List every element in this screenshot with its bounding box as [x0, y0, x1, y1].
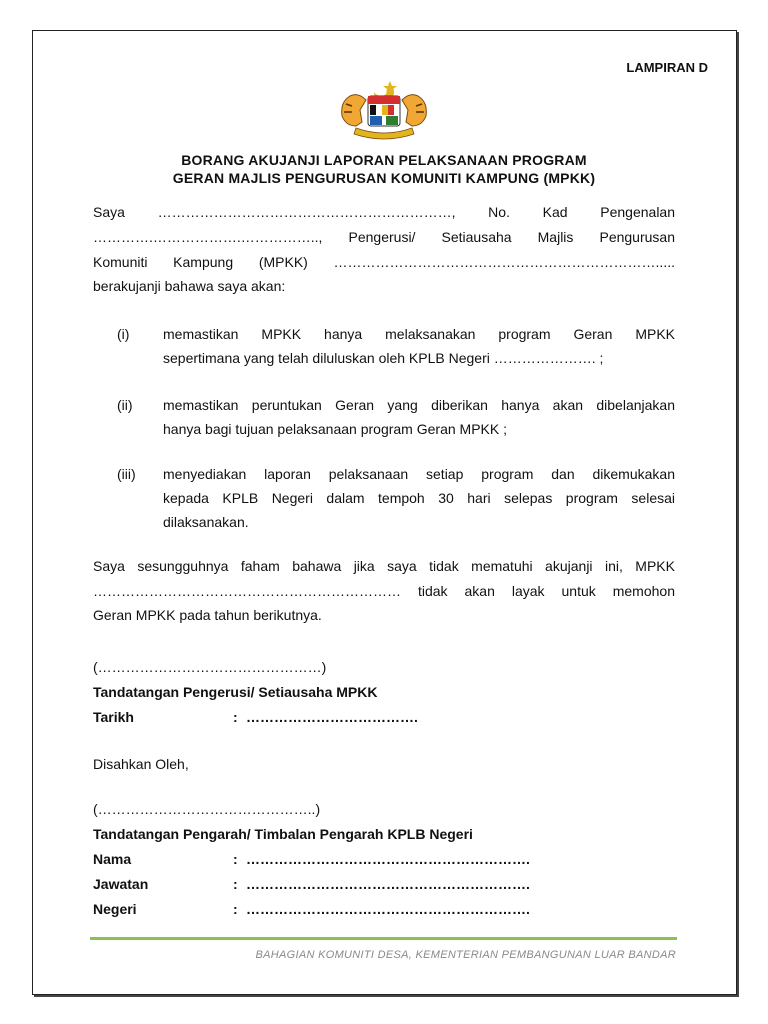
field-colon: :	[233, 876, 238, 892]
list-item	[163, 322, 675, 370]
field-label: Negeri	[93, 901, 137, 917]
intro-line2: ………….……………….…………….., Pengerusi/ Setiausaha Majlis Pengurusan	[93, 229, 675, 245]
negeri-field	[93, 901, 530, 917]
item-number: (iii)	[117, 466, 136, 482]
field-label: Jawatan	[93, 876, 149, 892]
item-line: menyediakan laporan pelaksanaan setiap program dan dikemukakan	[163, 466, 675, 482]
field-colon: :	[233, 851, 238, 867]
intro-line4: berakujanji bahawa saya akan:	[93, 278, 286, 294]
intro-line1: Saya ………………………………………………………, No. Kad Pengenalan	[93, 204, 675, 220]
tarikh-field	[93, 709, 418, 725]
declaration-line2: ………………………………………………………… tidak akan layak untuk memohon	[93, 583, 675, 599]
field-colon: :	[233, 901, 238, 917]
signature2-dots: (………………………………………..)	[93, 801, 321, 817]
field-label: Tarikh	[93, 709, 134, 725]
field-colon: :	[233, 709, 238, 725]
footer-divider	[90, 937, 677, 940]
item-number: (i)	[117, 326, 130, 342]
coat-of-arms-logo	[330, 78, 438, 140]
item-line: dilaksanakan.	[163, 514, 249, 530]
declaration-line3: Geran MPKK pada tahun berikutnya.	[93, 607, 322, 623]
signature1-label: Tandatangan Pengerusi/ Setiausaha MPKK	[93, 684, 378, 700]
signature2-label: Tandatangan Pengarah/ Timbalan Pengarah KPLB Negeri	[93, 826, 473, 842]
item-line: kepada KPLB Negeri dalam tempoh 30 hari selepas program selesai	[163, 490, 675, 506]
field-dots: …………………………………………………….	[246, 901, 530, 917]
signature1-dots: (…………………………………………)	[93, 659, 327, 675]
list-item	[163, 393, 675, 441]
item-line: sepertimana yang telah diluluskan oleh KPLB Negeri …………………. ;	[163, 350, 604, 366]
item-line: memastikan peruntukan Geran yang diberikan hanya akan dibelanjakan	[163, 397, 675, 413]
field-label: Nama	[93, 851, 132, 867]
footer-text: BAHAGIAN KOMUNITI DESA, KEMENTERIAN PEMBANGUNAN LUAR BANDAR	[255, 949, 676, 961]
declaration-line1: Saya sesungguhnya faham bahawa jika saya tidak mematuhi akujanji ini, MPKK	[93, 558, 675, 574]
nama-field	[93, 851, 530, 867]
list-item	[163, 462, 675, 534]
item-line: memastikan MPKK hanya melaksanakan program Geran MPKK	[163, 326, 675, 342]
form-title-line2: GERAN MAJLIS PENGURUSAN KOMUNITI KAMPUNG (MPKK)	[172, 170, 596, 186]
lampiran-label: LAMPIRAN D	[626, 60, 708, 75]
field-dots: …………………………………………………….	[246, 876, 530, 892]
jawatan-field	[93, 876, 530, 892]
item-number: (ii)	[117, 397, 133, 413]
intro-line3: Komuniti Kampung (MPKK) …………………………………………………………….....	[93, 254, 675, 270]
verified-label: Disahkan Oleh,	[93, 756, 189, 772]
form-title-line1: BORANG AKUJANJI LAPORAN PELAKSANAAN PROGRAM	[181, 152, 587, 168]
item-line: hanya bagi tujuan pelaksanaan program Geran MPKK ;	[163, 421, 507, 437]
field-dots: ……………………………….	[246, 709, 418, 725]
field-dots: …………………………………………………….	[246, 851, 530, 867]
